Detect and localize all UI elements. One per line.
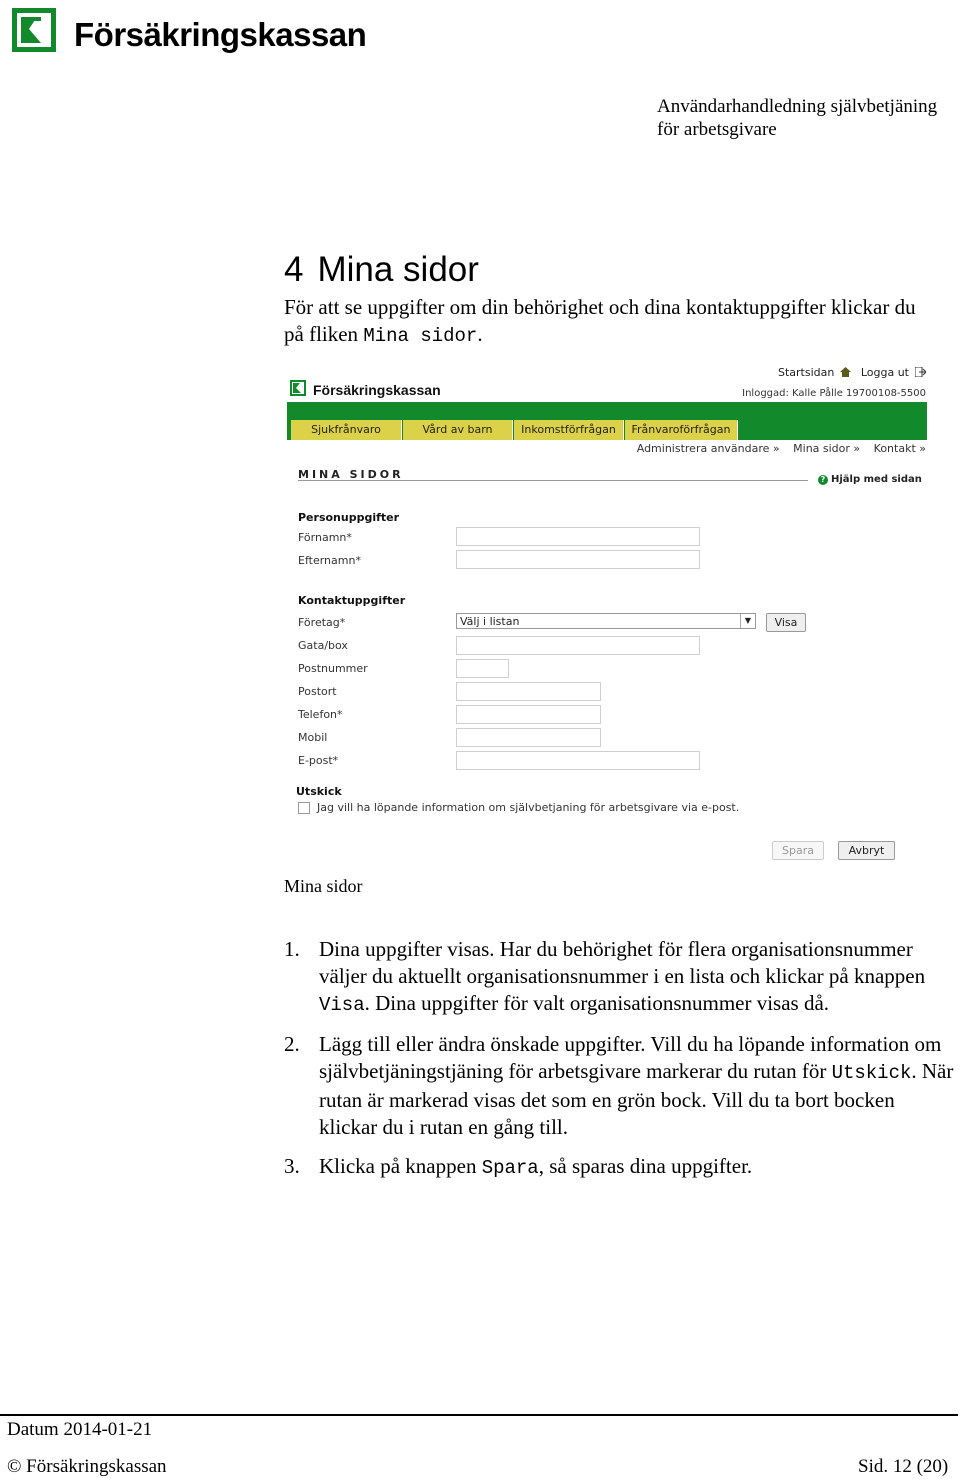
mailing-checkbox[interactable]	[298, 802, 310, 814]
company-select-value: Välj i listan	[460, 615, 520, 628]
mina-sidor-screenshot	[284, 360, 930, 865]
lastname-input[interactable]	[456, 550, 700, 569]
intro-end: .	[477, 322, 483, 346]
cancel-button[interactable]: Avbryt	[838, 841, 895, 860]
logga-ut-link[interactable]: Logga ut	[860, 366, 909, 379]
street-input[interactable]	[456, 636, 700, 655]
personal-heading: Personuppgifter	[298, 511, 400, 524]
step-text: Lägg till eller ändra önskade uppgifter. Vill du ha löpande information om självbetjäningstjäning för arbetsgivare markerar du rutan för	[319, 1032, 942, 1083]
list-item	[284, 1031, 954, 1141]
step-text: , så sparas dina uppgifter.	[538, 1154, 753, 1178]
document-title	[657, 95, 937, 141]
intro-paragraph	[284, 294, 924, 350]
forsakringskassan-logo-icon	[12, 8, 56, 52]
logged-in-info: Inloggad: Kalle Pålle 19700108-5500	[742, 388, 926, 399]
step-number: 3.	[284, 1154, 300, 1178]
help-link[interactable]	[818, 474, 922, 485]
step-text: . Dina uppgifter för valt organisationsnummer visas då.	[364, 991, 830, 1015]
startsidan-link[interactable]: Startsidan	[777, 366, 835, 379]
save-button[interactable]: Spara	[772, 841, 824, 860]
tab-inkomstforfragan[interactable]: Inkomstförfrågan	[514, 420, 624, 440]
tab-sjukfranvaro[interactable]: Sjukfrånvaro	[291, 420, 402, 440]
home-icon[interactable]	[840, 367, 851, 377]
company-select[interactable]	[456, 613, 756, 629]
firstname-input[interactable]	[456, 527, 700, 546]
steps-list	[284, 936, 954, 1194]
figure-caption: Mina sidor	[284, 876, 363, 896]
help-icon: ?	[818, 475, 828, 485]
chapter-title: Mina sidor	[317, 250, 479, 289]
street-label: Gata/box	[298, 639, 348, 652]
screenshot-logo-icon	[290, 380, 306, 396]
contact-heading: Kontaktuppgifter	[298, 594, 406, 607]
zip-input[interactable]	[456, 659, 509, 678]
subnav-mina-sidor[interactable]: Mina sidor »	[793, 442, 861, 455]
visa-button[interactable]: Visa	[766, 613, 806, 632]
step-number: 1.	[284, 937, 300, 961]
zip-label: Postnummer	[298, 662, 368, 675]
footer-page-number: Sid. 12 (20)	[858, 1456, 949, 1477]
screenshot-brand: Försäkringskassan	[313, 382, 441, 398]
document-title-line-1: Användarhandledning självbetjäning	[657, 96, 938, 117]
chapter-heading	[284, 250, 479, 290]
company-label: Företag*	[298, 616, 346, 629]
mailing-heading: Utskick	[296, 785, 342, 798]
footer-copyright: © Försäkringskassan	[7, 1456, 167, 1477]
document-title-line-2: för arbetsgivare	[657, 119, 777, 140]
sub-navigation	[627, 442, 926, 455]
step-code: Visa	[319, 994, 365, 1016]
city-input[interactable]	[456, 682, 601, 701]
footer-divider	[0, 1414, 958, 1416]
chevron-down-icon[interactable]: ▼	[740, 614, 755, 628]
step-number: 2.	[284, 1032, 300, 1056]
phone-input[interactable]	[456, 705, 601, 724]
help-link-label: Hjälp med sidan	[831, 474, 922, 485]
email-input[interactable]	[456, 751, 700, 770]
step-code: Utskick	[831, 1062, 912, 1084]
step-text: . När rutan är markerad visas det som en grön bock. Vill du ta bort bocken klickar du i rutan en gång till.	[319, 1059, 954, 1139]
step-text: Dina uppgifter visas. Har du behörighet för flera organisationsnummer väljer du aktuellt organisationsnummer i en lista och klickar på knappen	[319, 937, 926, 988]
subnav-administrera[interactable]: Administrera användare »	[636, 442, 780, 455]
step-code: Spara	[481, 1157, 539, 1179]
step-text: Klicka på knappen	[319, 1154, 482, 1178]
list-item	[284, 1153, 954, 1182]
brand-name: Försäkringskassan	[74, 16, 367, 53]
section-divider	[298, 480, 808, 481]
footer-date: Datum 2014-01-21	[7, 1419, 153, 1440]
section-title: MINA SIDOR	[298, 468, 404, 481]
tab-vard-av-barn[interactable]: Vård av barn	[403, 420, 513, 440]
list-item	[284, 936, 954, 1019]
mobile-label: Mobil	[298, 731, 328, 744]
chapter-number: 4	[284, 250, 304, 289]
city-label: Postort	[298, 685, 337, 698]
intro-code: Mina sidor	[363, 325, 478, 347]
mailing-checkbox-label: Jag vill ha löpande information om självbetjaning för arbetsgivare via e-post.	[317, 801, 740, 814]
subnav-kontakt[interactable]: Kontakt »	[873, 442, 926, 455]
email-label: E-post*	[298, 754, 339, 767]
lastname-label: Efternamn*	[298, 554, 361, 567]
mobile-input[interactable]	[456, 728, 601, 747]
firstname-label: Förnamn*	[298, 531, 352, 544]
tab-franvaroforfragan[interactable]: Frånvaroförfrågan	[625, 420, 738, 440]
logout-icon[interactable]	[915, 367, 926, 377]
phone-label: Telefon*	[298, 708, 343, 721]
intro-text: För att se uppgifter om din behörighet och dina kontaktuppgifter klickar du på fliken	[284, 295, 916, 346]
screenshot-top-links	[772, 366, 926, 379]
